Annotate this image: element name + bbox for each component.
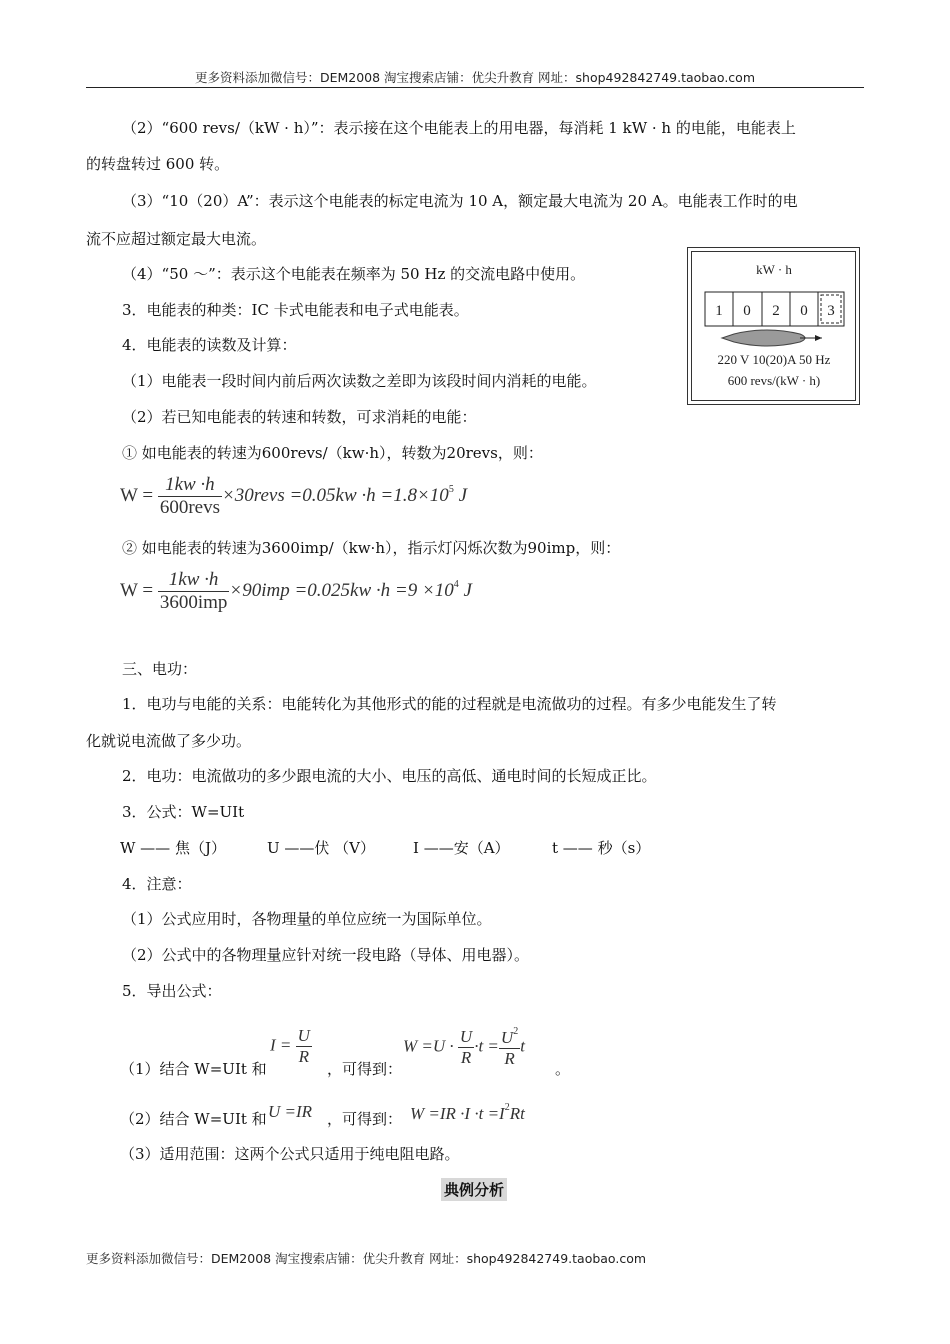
meter-digit: 0 — [800, 303, 808, 319]
paragraph: ① 如电能表的转速为600revs/（kw·h），转数为20revs，则： — [122, 444, 543, 462]
paragraph: 3．公式：W=UIt — [122, 803, 245, 821]
paragraph: （2）结合 W=UIt 和 — [120, 1110, 267, 1128]
page-header: 更多资料添加微信号：DEM2008 淘宝搜索店铺：优尖升教育 网址：shop492842749.taobao.com — [194, 70, 756, 85]
unit-w: W —— 焦（J） — [120, 839, 226, 857]
meter-digit: 1 — [715, 303, 723, 319]
meter-digit: 3 — [827, 303, 835, 319]
meter-disc — [722, 330, 805, 346]
energy-meter-figure — [687, 247, 860, 405]
paragraph: （4）“50 ～”：表示这个电能表在频率为 50 Hz 的交流电路中使用。 — [122, 265, 586, 283]
meter-revs: 600 revs/(kW · h) — [727, 373, 821, 388]
section-title: 三、电功： — [122, 660, 198, 678]
unit-t: t —— 秒（s） — [552, 839, 651, 857]
paragraph: （2）“600 revs/（kW · h）”：表示接在这个电能表上的用电器，每消耗 1 kW · h 的电能，电能表上 — [122, 119, 796, 137]
formula-ohm-i: I = $\frac{U}{R}$ — [270, 1026, 310, 1066]
paragraph: 化就说电流做了多少功。 — [86, 732, 252, 750]
meter-digit: 2 — [772, 303, 780, 319]
formula-ohm-u: U =IR — [268, 1102, 313, 1121]
paragraph: 的转盘转过 600 转。 — [86, 155, 230, 173]
paragraph: （1）电能表一段时间内前后两次读数之差即为该段时间内消耗的电能。 — [122, 372, 597, 390]
unit-i: I ——安（A） — [413, 839, 510, 857]
paragraph: 5．导出公式： — [122, 982, 222, 1000]
paragraph: 。 — [555, 1060, 571, 1078]
paragraph: 2．电功：电流做功的多少跟电流的大小、电压的高低、通电时间的长短成正比。 — [122, 767, 657, 785]
paragraph: ，可得到： — [327, 1110, 403, 1128]
paragraph: 4．电能表的读数及计算： — [122, 336, 297, 354]
paragraph: （1）结合 W=UIt 和 — [120, 1060, 267, 1078]
paragraph: 1．电功与电能的关系：电能转化为其他形式的能的过程就是电流做功的过程。有多少电能发生了转 — [122, 695, 777, 713]
paragraph: （3）“10（20）A”：表示这个电能表的标定电流为 10 A，额定最大电流为 20 A。电能表工作时的电 — [122, 192, 798, 210]
formula-energy-revs: W = $\frac{1kw \cdot h}{\text{600revs}}$ ×30revs $=0.05kw \cdot h =1.8\times 10^5$ J — [120, 474, 467, 518]
paragraph: ② 如电能表的转速为3600imp/（kw·h），指示灯闪烁次数为90imp，则： — [122, 539, 621, 557]
paragraph: 3．电能表的种类：IC 卡式电能表和电子式电能表。 — [122, 301, 469, 319]
page-footer: 更多资料添加微信号：DEM2008 淘宝搜索店铺：优尖升教育 网址：shop492842749.taobao.com — [86, 1251, 647, 1266]
formula-w-i2: $W =IR \cdot I \cdot t =I^2Rt$ — [410, 1102, 525, 1123]
paragraph: （3）适用范围：这两个公式只适用于纯电阻电路。 — [120, 1145, 460, 1163]
paragraph: （1）公式应用时，各物理量的单位应统一为国际单位。 — [122, 910, 492, 928]
meter-unit: kW · h — [756, 262, 792, 277]
paragraph: 4．注意： — [122, 875, 192, 893]
header-rule — [86, 87, 864, 88]
formula-w-u2: W =U · $\frac{U}{R}$ ·t = $\frac{U^2}{R}$ t — [403, 1026, 525, 1068]
paragraph: 流不应超过额定最大电流。 — [86, 230, 267, 248]
section-heading: 典例分析 — [441, 1178, 507, 1201]
formula-energy-imp: W = $\frac{1kw \cdot h}{\text{3600imp}}$ $\times 90imp =0.025kw \cdot h =9 \times 10^4$ J — [120, 569, 472, 613]
meter-drawing — [692, 252, 857, 402]
paragraph: （2）公式中的各物理量应针对统一段电路（导体、用电器）。 — [122, 946, 530, 964]
meter-rating: 220 V 10(20)A 50 Hz — [717, 352, 831, 367]
rotation-arrow — [815, 335, 822, 341]
unit-u: U ——伏 （V） — [267, 839, 376, 857]
meter-digit: 0 — [743, 303, 751, 319]
paragraph: ，可得到： — [327, 1060, 403, 1078]
paragraph: （2）若已知电能表的转速和转数，可求消耗的电能： — [122, 408, 477, 426]
